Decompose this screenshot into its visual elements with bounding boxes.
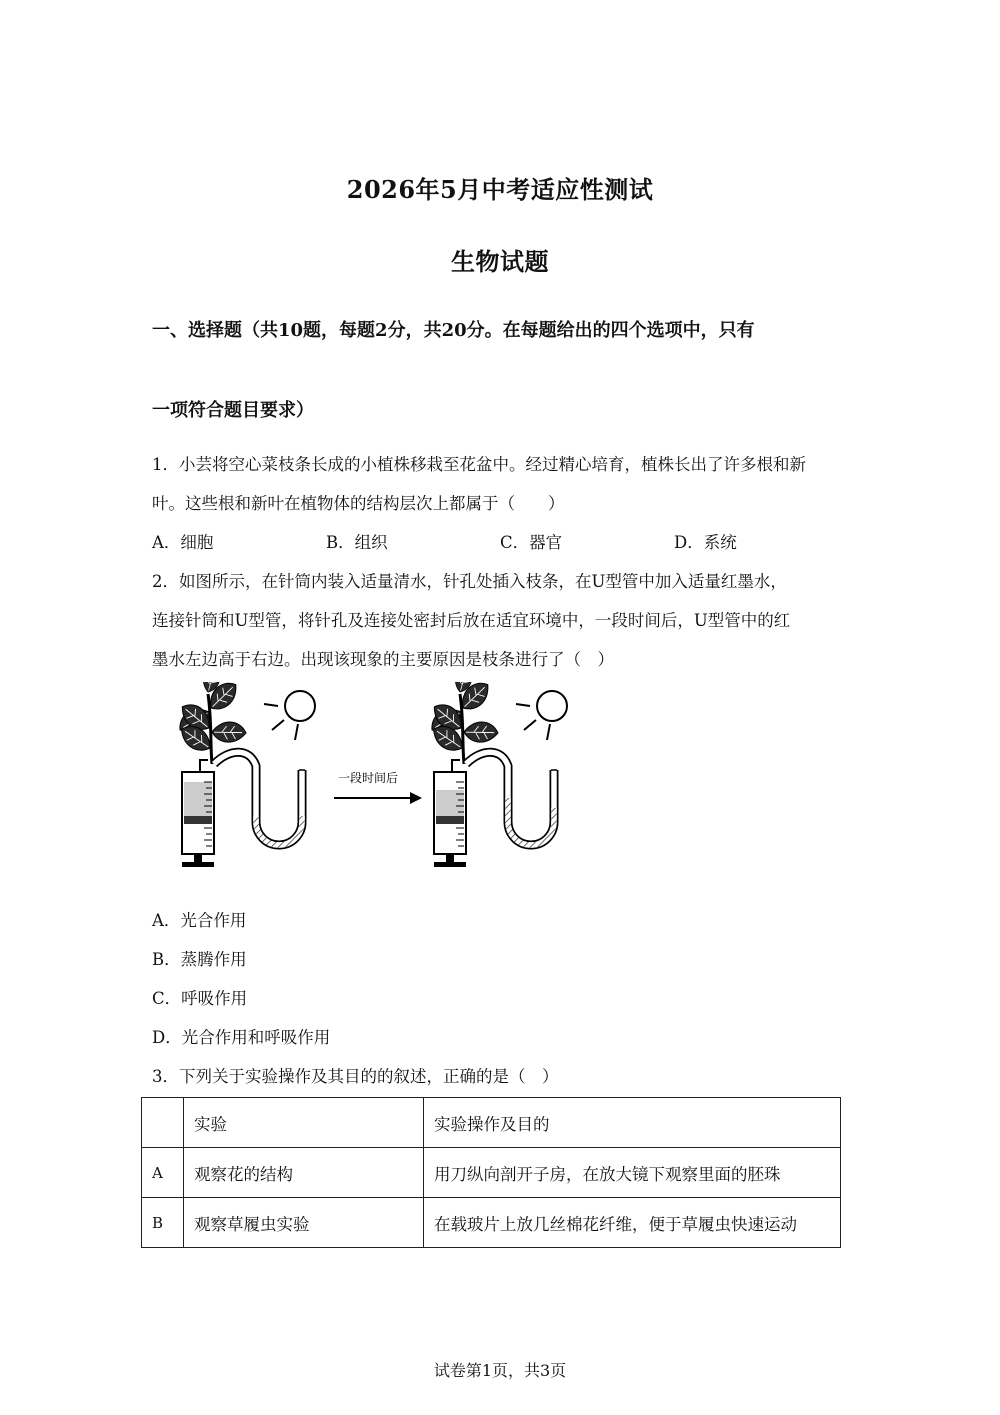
table-header-cell: 实验 <box>184 1098 424 1148</box>
q2-stem-line1: 2．如图所示，在针筒内装入适量清水，针孔处插入枝条，在U型管中加入适量红墨水， <box>152 572 787 591</box>
table-cell: A <box>142 1148 184 1198</box>
syringe-icon <box>182 772 214 867</box>
table-cell: 在载玻片上放几丝棉花纤维，便于草履虫快速运动 <box>424 1198 841 1248</box>
syringe-icon <box>434 772 466 867</box>
q2-stem-line2: 连接针筒和U型管，将针孔及连接处密封后放在适宜环境中，一段时间后，U型管中的红 <box>152 611 791 630</box>
section-heading-line2: 一项符合题目要求） <box>152 400 314 421</box>
table-cell: B <box>142 1198 184 1248</box>
q1-stem-line2: 叶。这些根和新叶在植物体的结构层次上都属于（ ） <box>152 494 565 513</box>
sun-icon <box>264 691 315 740</box>
page-footer: 试卷第1页，共3页 <box>433 1361 567 1380</box>
figure-label: 一段时间后 <box>338 771 399 785</box>
experiment-table <box>141 1097 841 1248</box>
q1-option-c: C．器官 <box>500 533 563 552</box>
table-header-row <box>142 1098 841 1148</box>
sun-icon <box>516 691 567 740</box>
q2-option-d: D．光合作用和呼吸作用 <box>152 1028 331 1047</box>
q2-stem-line3: 墨水左边高于右边。出现该现象的主要原因是枝条进行了（ ） <box>152 650 614 669</box>
q1-option-a: A．细胞 <box>152 533 214 552</box>
q1-option-b: B．组织 <box>326 533 388 552</box>
q3-stem: 3．下列关于实验操作及其目的的叙述，正确的是（ ） <box>152 1067 559 1086</box>
table-header-cell <box>142 1098 184 1148</box>
right-apparatus <box>427 682 567 867</box>
u-tube-icon <box>466 752 557 845</box>
time-arrow <box>334 770 422 804</box>
table-row <box>142 1148 841 1198</box>
table-cell: 观察草履虫实验 <box>184 1198 424 1248</box>
table-cell: 用刀纵向剖开子房，在放大镜下观察里面的胚珠 <box>424 1148 841 1198</box>
exam-subject: 生物试题 <box>451 247 549 276</box>
experiment-figure <box>160 682 600 874</box>
table-cell: 观察花的结构 <box>184 1148 424 1198</box>
q1-options <box>152 529 852 553</box>
q1-option-d: D．系统 <box>674 533 737 552</box>
table-header-cell: 实验操作及目的 <box>424 1098 841 1148</box>
q2-option-c: C．呼吸作用 <box>152 989 248 1008</box>
table-row <box>142 1198 841 1248</box>
q2-option-b: B．蒸腾作用 <box>152 950 247 969</box>
u-tube-icon <box>214 752 305 845</box>
left-apparatus <box>175 682 315 867</box>
exam-title: 2026年5月中考适应性测试 <box>346 175 654 204</box>
q1-stem-line1: 1．小芸将空心菜枝条长成的小植株移栽至花盆中。经过精心培育，植株长出了许多根和新 <box>152 455 806 474</box>
q2-option-a: A．光合作用 <box>152 911 247 930</box>
section-heading-line1: 一、选择题（共10题，每题2分，共20分。在每题给出的四个选项中，只有 <box>152 320 755 341</box>
